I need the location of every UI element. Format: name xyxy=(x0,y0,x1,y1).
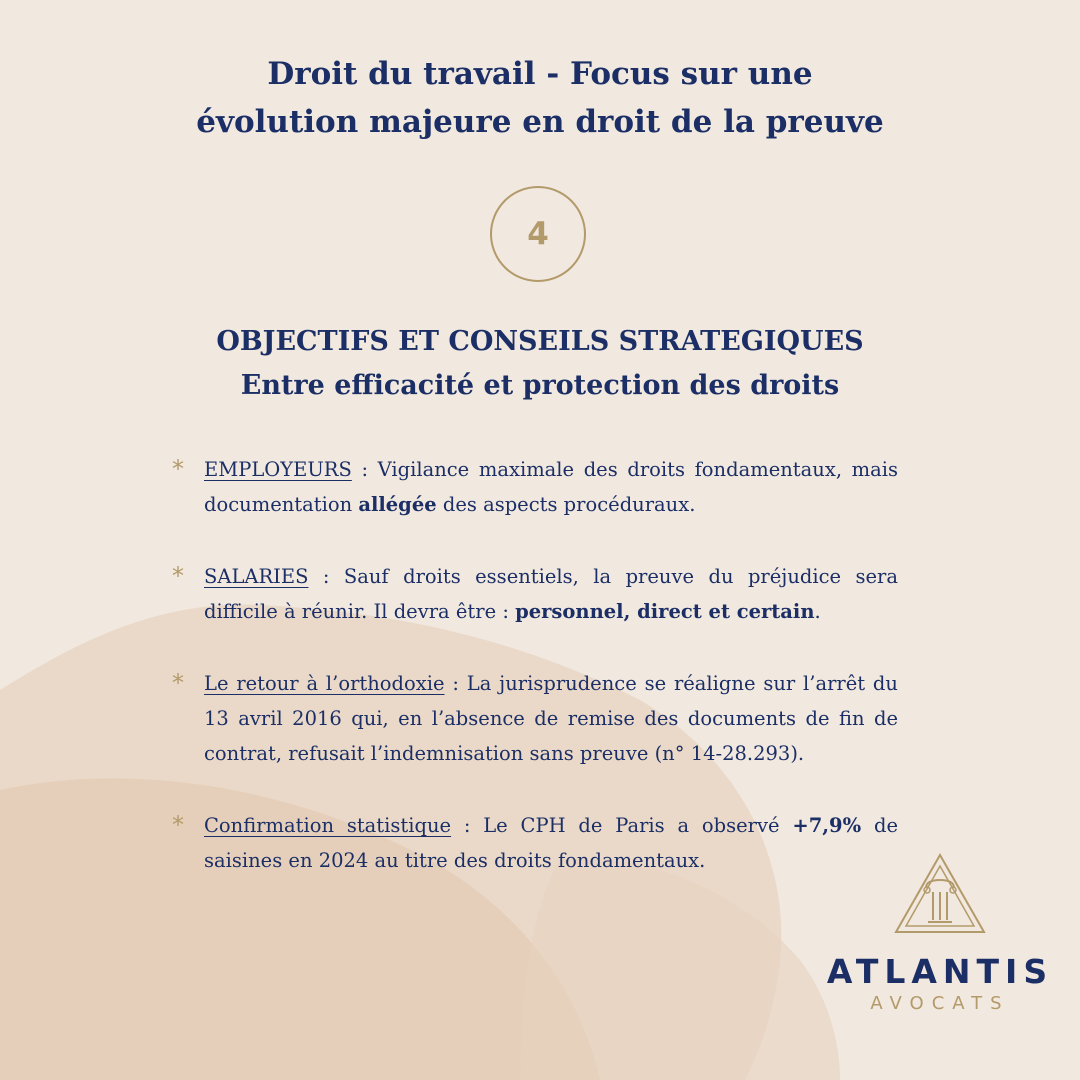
page-title xyxy=(100,50,980,146)
page-title-line-2: évolution majeure en droit de la preuve xyxy=(196,104,884,140)
asterisk-icon: * xyxy=(172,811,184,839)
list-item-salaries xyxy=(172,559,898,629)
bullet-bold: personnel, direct et certain xyxy=(515,600,815,623)
bullet-bold: +7,9% xyxy=(792,814,862,837)
bullet-text-end: de saisines en 2024 au titre des droits fondamentaux. xyxy=(204,814,898,872)
section-heading xyxy=(100,320,980,408)
bullet-term: Confirmation statistique xyxy=(204,814,452,837)
list-item-employeurs xyxy=(172,452,898,522)
step-number: 4 xyxy=(527,216,549,252)
bullet-text: : Sauf droits essentiels, la preuve du préjudice sera difficile à réunir. Il devra être : xyxy=(204,565,898,623)
bullet-text-end: des aspects procéduraux. xyxy=(436,493,696,516)
logo-name: ATLANTIS xyxy=(826,952,1054,991)
list-item-orthodoxie xyxy=(172,666,898,771)
section-heading-line-1: OBJECTIFS ET CONSEILS STRATEGIQUES xyxy=(216,326,864,357)
atlantis-logo xyxy=(820,850,1060,1030)
bullet-text: : Le CPH de Paris a observé xyxy=(451,814,793,837)
section-heading-line-2: Entre efficacité et protection des droits xyxy=(240,370,840,401)
bullet-text: : Vigilance maximale des droits fondamentaux, mais documentation xyxy=(204,458,898,516)
logo-subtitle: AVOCATS xyxy=(870,993,1010,1014)
bullet-text: : La jurisprudence se réaligne sur l’arrêt du 13 avril 2016 qui, en l’absence de remise des documents de fin de contrat, refusait l’indemnisation sans preuve (n° 14-28.293). xyxy=(204,672,898,765)
advice-list xyxy=(172,452,898,915)
bullet-term: EMPLOYEURS xyxy=(204,458,352,481)
column-triangle-icon xyxy=(892,852,988,936)
asterisk-icon: * xyxy=(172,669,184,697)
step-number-badge xyxy=(490,186,586,282)
bullet-bold: allégée xyxy=(358,493,437,516)
asterisk-icon: * xyxy=(172,562,184,590)
list-item-statistique xyxy=(172,808,898,878)
asterisk-icon: * xyxy=(172,455,184,483)
bullet-term: SALARIES xyxy=(204,565,309,588)
bullet-term: Le retour à l’orthodoxie xyxy=(204,672,445,695)
bullet-text-end: . xyxy=(814,600,821,623)
page-title-line-1: Droit du travail - Focus sur une xyxy=(267,56,813,92)
